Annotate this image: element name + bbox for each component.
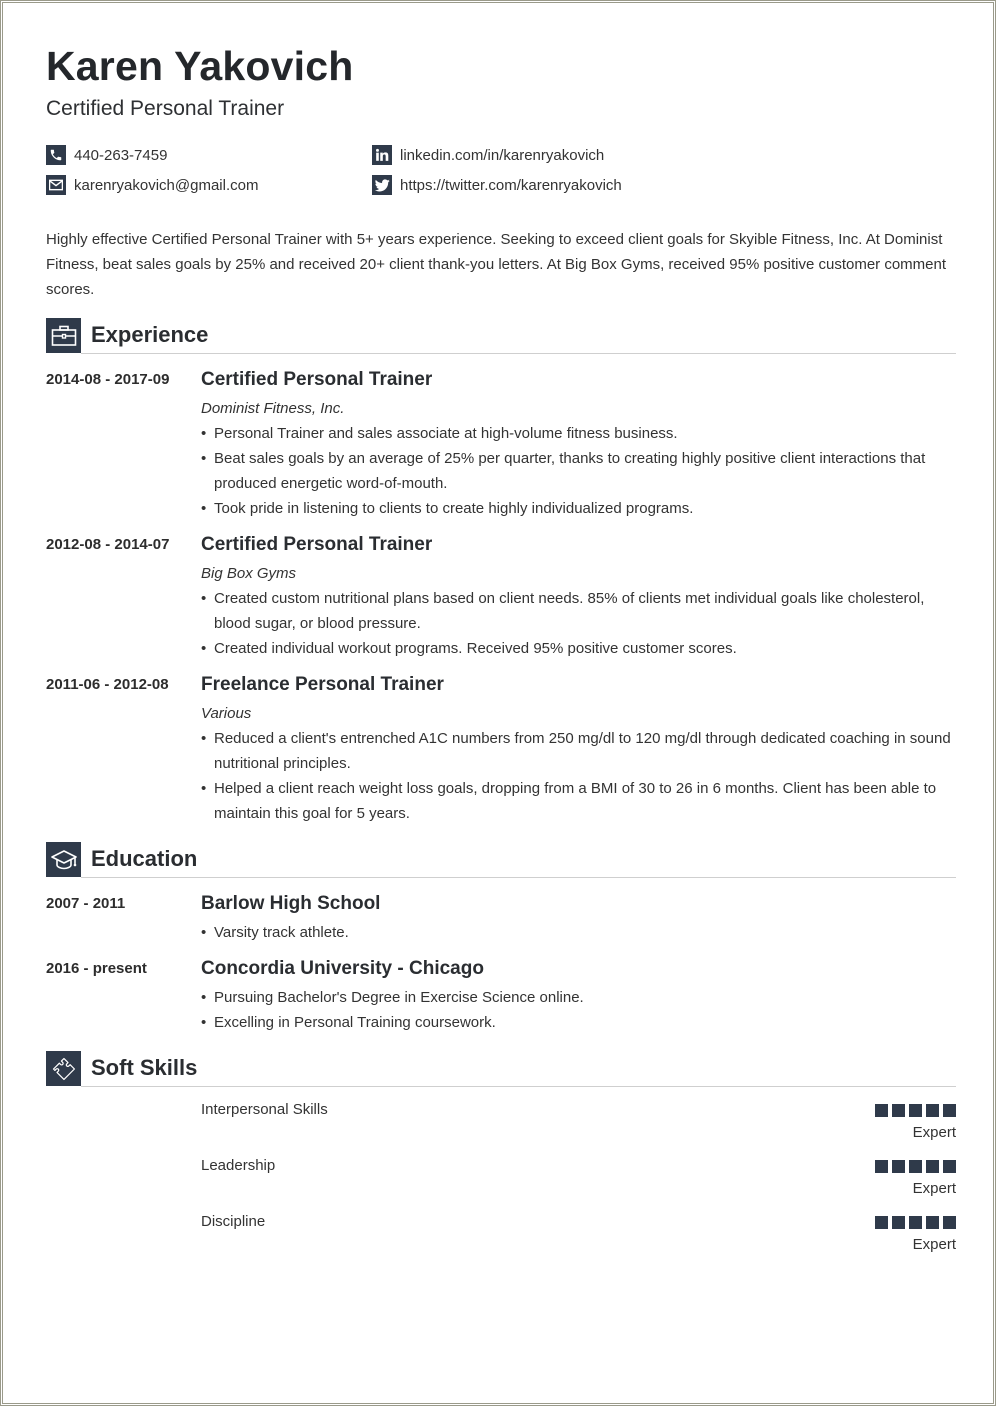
job-bullets bbox=[201, 586, 956, 661]
education-bullets bbox=[201, 920, 956, 945]
section-divider bbox=[81, 353, 956, 354]
rating-square bbox=[943, 1216, 956, 1229]
job-bullets bbox=[201, 421, 956, 521]
school-name: Concordia University - Chicago bbox=[201, 958, 484, 979]
briefcase-icon bbox=[46, 318, 81, 353]
bullet-item: • Reduced a client's entrenched A1C numbers from 250 mg/dl to 120 mg/dl through dedicated coaching in sound nutritional principles. bbox=[201, 726, 956, 776]
graduation-cap-icon bbox=[46, 842, 81, 877]
skill-name: Leadership bbox=[201, 1157, 276, 1174]
bullet-item: • Helped a client reach weight loss goals, dropping from a BMI of 30 to 26 in 6 months. Client has been able to maintain this goal for 5 years. bbox=[201, 776, 956, 826]
skills-section-header bbox=[46, 1051, 956, 1087]
bullet-item: • Personal Trainer and sales associate at high-volume fitness business. bbox=[201, 421, 956, 446]
twitter-icon bbox=[372, 175, 392, 195]
job-company: Various bbox=[201, 705, 252, 722]
rating-square bbox=[875, 1216, 888, 1229]
skill-level: Expert bbox=[912, 1236, 956, 1253]
job-title: Certified Personal Trainer bbox=[201, 369, 433, 390]
rating-square bbox=[892, 1216, 905, 1229]
linkedin-link[interactable]: linkedin.com/in/karenryakovich bbox=[400, 146, 605, 164]
experience-section-header bbox=[46, 318, 956, 354]
contact-twitter bbox=[372, 175, 622, 195]
bullet-item: • Excelling in Personal Training coursework. bbox=[201, 1010, 956, 1035]
rating-square bbox=[943, 1104, 956, 1117]
rating-square bbox=[926, 1160, 939, 1173]
phone-number[interactable]: 440-263-7459 bbox=[74, 146, 168, 164]
education-dates: 2007 - 2011 bbox=[46, 895, 126, 912]
twitter-link[interactable]: https://twitter.com/karenryakovich bbox=[400, 176, 622, 194]
candidate-title: Certified Personal Trainer bbox=[46, 97, 285, 120]
skill-level: Expert bbox=[912, 1180, 956, 1197]
contact-email bbox=[46, 175, 258, 195]
bullet-item: • Took pride in listening to clients to create highly individualized programs. bbox=[201, 496, 956, 521]
mail-icon bbox=[46, 175, 66, 195]
bullet-item: • Beat sales goals by an average of 25% per quarter, thanks to creating highly positive client interactions that produced energetic word-of-mouth. bbox=[201, 446, 956, 496]
education-dates: 2016 - present bbox=[46, 960, 147, 977]
rating-square bbox=[909, 1104, 922, 1117]
job-dates: 2014-08 - 2017-09 bbox=[46, 371, 170, 388]
rating-square bbox=[943, 1160, 956, 1173]
profile-summary: Highly effective Certified Personal Trainer with 5+ years experience. Seeking to exceed client goals for Skyible Fitness, Inc. At Dominist Fitness, beat sales goals by 25% and received 20+ client thank-you letters. At Big Box Gyms, received 95% positive customer comment scores. bbox=[46, 231, 947, 298]
bullet-item: • Varsity track athlete. bbox=[201, 920, 956, 945]
puzzle-icon bbox=[46, 1051, 81, 1086]
linkedin-icon bbox=[372, 145, 392, 165]
school-name: Barlow High School bbox=[201, 893, 381, 914]
skill-rating bbox=[875, 1160, 956, 1173]
rating-square bbox=[875, 1160, 888, 1173]
rating-square bbox=[892, 1160, 905, 1173]
job-dates: 2012-08 - 2014-07 bbox=[46, 536, 170, 553]
rating-square bbox=[909, 1160, 922, 1173]
contact-phone bbox=[46, 145, 167, 165]
bullet-item: • Created individual workout programs. Received 95% positive customer scores. bbox=[201, 636, 956, 661]
education-bullets bbox=[201, 985, 956, 1035]
job-title: Freelance Personal Trainer bbox=[201, 674, 444, 695]
skill-name: Interpersonal Skills bbox=[201, 1101, 328, 1118]
skill-level: Expert bbox=[912, 1124, 956, 1141]
skill-rating bbox=[875, 1104, 956, 1117]
section-divider bbox=[81, 877, 956, 878]
section-divider bbox=[81, 1086, 956, 1087]
skill-name: Discipline bbox=[201, 1213, 266, 1230]
job-dates: 2011-06 - 2012-08 bbox=[46, 676, 169, 693]
education-section-header bbox=[46, 842, 956, 878]
email-address[interactable]: karenryakovich@gmail.com bbox=[74, 176, 259, 194]
skills-heading: Soft Skills bbox=[91, 1055, 198, 1080]
rating-square bbox=[875, 1104, 888, 1117]
candidate-name: Karen Yakovich bbox=[46, 43, 354, 89]
education-heading: Education bbox=[91, 846, 198, 871]
contact-linkedin bbox=[372, 145, 604, 165]
job-company: Dominist Fitness, Inc. bbox=[201, 400, 345, 417]
rating-square bbox=[926, 1104, 939, 1117]
job-company: Big Box Gyms bbox=[201, 565, 297, 582]
bullet-item: • Pursuing Bachelor's Degree in Exercise Science online. bbox=[201, 985, 956, 1010]
bullet-item: • Created custom nutritional plans based on client needs. 85% of clients met individual goals like cholesterol, blood sugar, or blood pressure. bbox=[201, 586, 956, 636]
rating-square bbox=[892, 1104, 905, 1117]
job-title: Certified Personal Trainer bbox=[201, 534, 433, 555]
experience-heading: Experience bbox=[91, 322, 209, 347]
rating-square bbox=[909, 1216, 922, 1229]
job-bullets bbox=[201, 726, 956, 826]
skill-rating bbox=[875, 1216, 956, 1229]
rating-square bbox=[926, 1216, 939, 1229]
phone-icon bbox=[46, 145, 66, 165]
